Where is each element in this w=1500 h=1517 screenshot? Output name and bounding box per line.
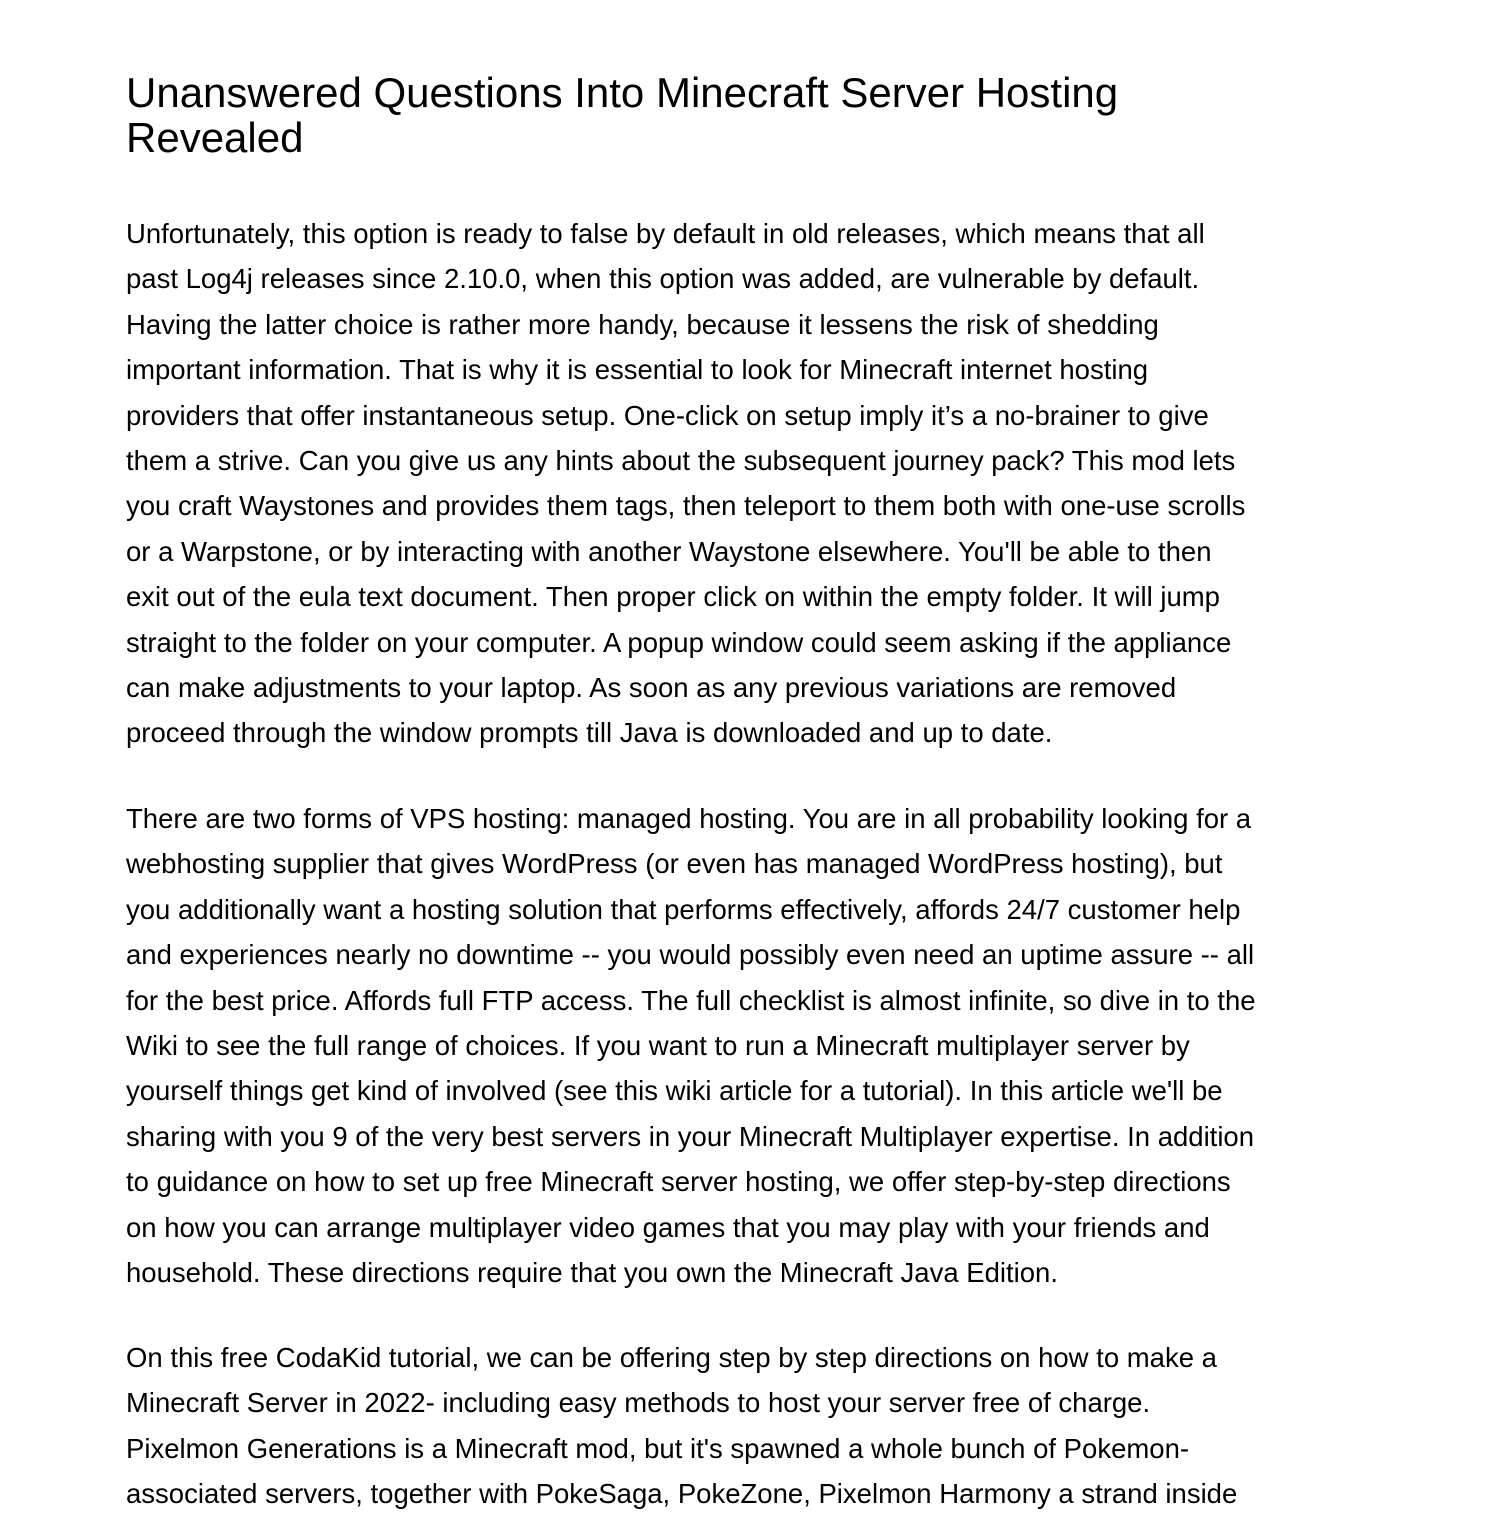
text-line: proceed through the window prompts till Java is downloaded and up to date. <box>126 717 1053 749</box>
text-line: exit out of the eula text document. Then proper click on within the empty folder. It will jump <box>126 581 1220 613</box>
paragraph-1 <box>126 211 1245 756</box>
title-line: Unanswered Questions Into Minecraft Server Hosting <box>126 69 1119 116</box>
text-line: Wiki to see the full range of choices. If you want to run a Minecraft multiplayer server by <box>126 1030 1190 1062</box>
text-line: Pixelmon Generations is a Minecraft mod, but it's spawned a whole bunch of Pokemon- <box>126 1432 1190 1464</box>
document-title <box>126 70 1118 160</box>
text-line: straight to the folder on your computer. A popup window could seem asking if the appliance <box>126 626 1232 658</box>
paragraph-3 <box>126 1335 1237 1517</box>
text-line: for the best price. Affords full FTP access. The full checklist is almost infinite, so dive in to the <box>126 984 1256 1016</box>
text-line: them a strive. Can you give us any hints about the subsequent journey pack? This mod lets <box>126 445 1236 477</box>
text-line: Unfortunately, this option is ready to false by default in old releases, which means that all <box>126 218 1205 249</box>
text-line: to guidance on how to set up free Minecraft server hosting, we offer step-by-step directions <box>126 1166 1231 1198</box>
text-line: past Log4j releases since 2.10.0, when this option was added, are vulnerable by default. <box>126 263 1200 295</box>
text-line: can make adjustments to your laptop. As soon as any previous variations are removed <box>126 672 1177 704</box>
text-line: you craft Waystones and provides them tags, then teleport to them both with one-use scrolls <box>126 490 1246 522</box>
text-line: On this free CodaKid tutorial, we can be offering step by step directions on how to make a <box>126 1342 1217 1373</box>
text-line: Minecraft Server in 2022- including easy methods to host your server free of charge. <box>126 1387 1151 1419</box>
text-line: important information. That is why it is essential to look for Minecraft internet hosting <box>126 354 1149 386</box>
paragraph-2 <box>126 796 1256 1295</box>
text-line: on how you can arrange multiplayer video games that you may play with your friends and <box>126 1211 1210 1243</box>
text-line: household. These directions require that you own the Minecraft Java Edition. <box>126 1257 1058 1289</box>
text-line: There are two forms of VPS hosting: managed hosting. You are in all probability looking for a <box>126 803 1252 834</box>
text-line: or a Warpstone, or by interacting with another Waystone elsewhere. You'll be able to then <box>126 535 1212 567</box>
text-line: and experiences nearly no downtime -- you would possibly even need an uptime assure -- all <box>126 939 1255 971</box>
text-line: yourself things get kind of involved (see this wiki article for a tutorial). In this article we'll be <box>126 1075 1223 1107</box>
text-line: sharing with you 9 of the very best servers in your Minecraft Multiplayer expertise. In addition <box>126 1120 1255 1152</box>
text-line: Having the latter choice is rather more handy, because it lessens the risk of shedding <box>126 308 1159 340</box>
text-line: you additionally want a hosting solution that performs effectively, affords 24/7 customer help <box>126 893 1241 925</box>
text-line: associated servers, together with PokeSaga, PokeZone, Pixelmon Harmony a strand inside <box>126 1478 1238 1510</box>
title-line: Revealed <box>126 114 304 161</box>
text-line: webhosting supplier that gives WordPress (or even has managed WordPress hosting), but <box>126 848 1223 880</box>
text-line: providers that offer instantaneous setup. One-click on setup imply it’s a no-brainer to give <box>126 399 1209 431</box>
